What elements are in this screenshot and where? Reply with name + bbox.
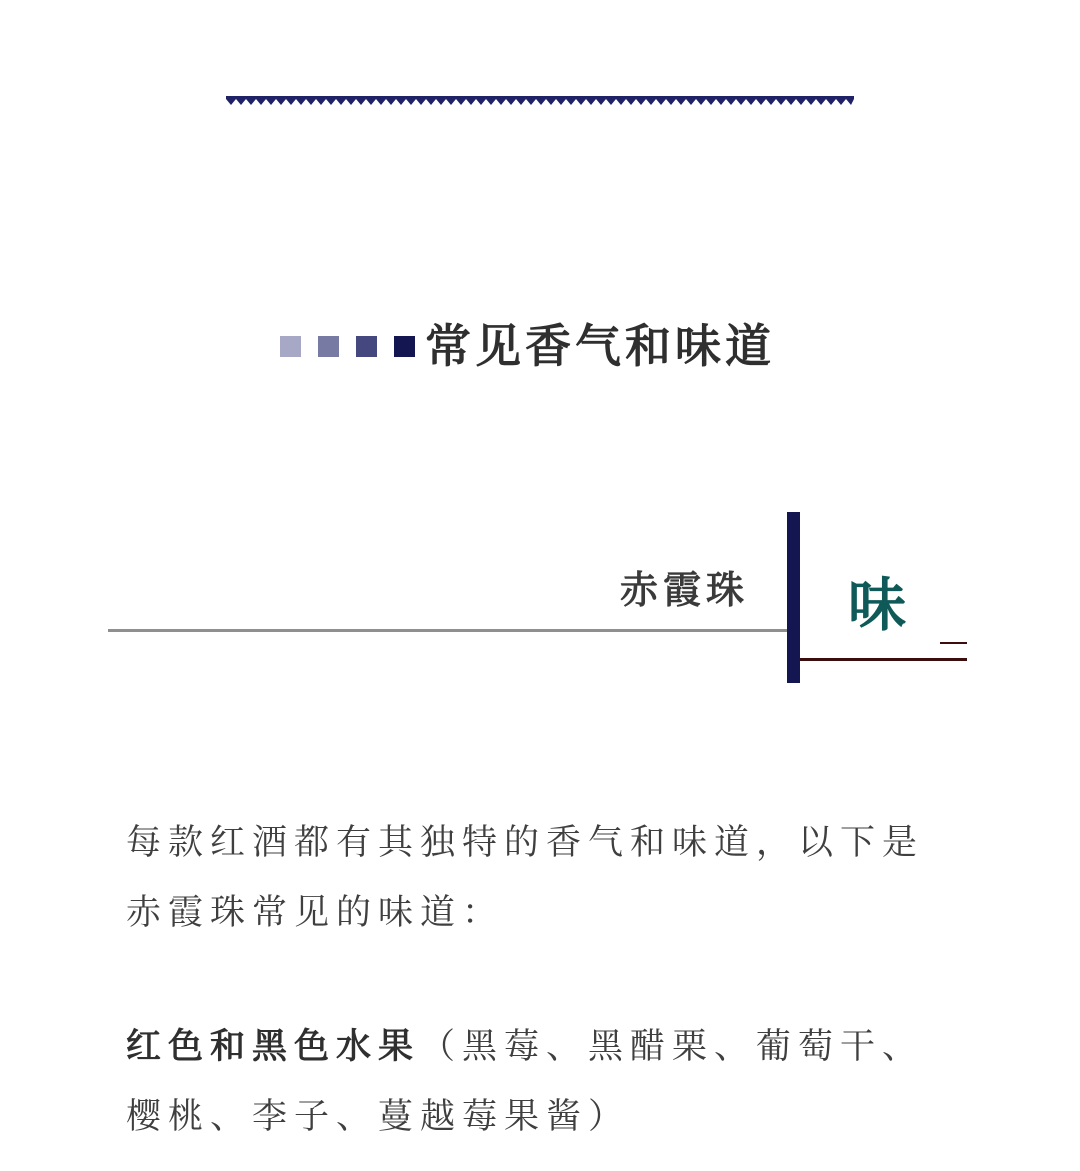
aroma-item-title: 红色和黑色水果 xyxy=(126,1027,421,1067)
aroma-item-detail: （黑莓、黑醋栗、葡萄干、樱桃、李子、蔓越莓果酱） xyxy=(126,1027,925,1137)
heading-square-1 xyxy=(280,336,301,357)
taste-label: 味 xyxy=(848,571,907,639)
intro-paragraph: 每款红酒都有其独特的香气和味道，以下是赤霞珠常见的味道： xyxy=(126,823,925,933)
taste-dash xyxy=(940,642,967,644)
heading-square-4 xyxy=(394,336,415,357)
aroma-item xyxy=(126,1012,956,1152)
grape-divider-line xyxy=(108,629,792,632)
zigzag-border xyxy=(226,96,854,106)
taste-underline xyxy=(800,658,967,661)
heading-square-3 xyxy=(356,336,377,357)
vertical-bar xyxy=(787,512,800,683)
section-heading xyxy=(280,318,775,374)
grape-name: 赤霞珠 xyxy=(620,568,750,612)
heading-square-2 xyxy=(318,336,339,357)
section-title: 常见香气和味道 xyxy=(425,319,775,373)
